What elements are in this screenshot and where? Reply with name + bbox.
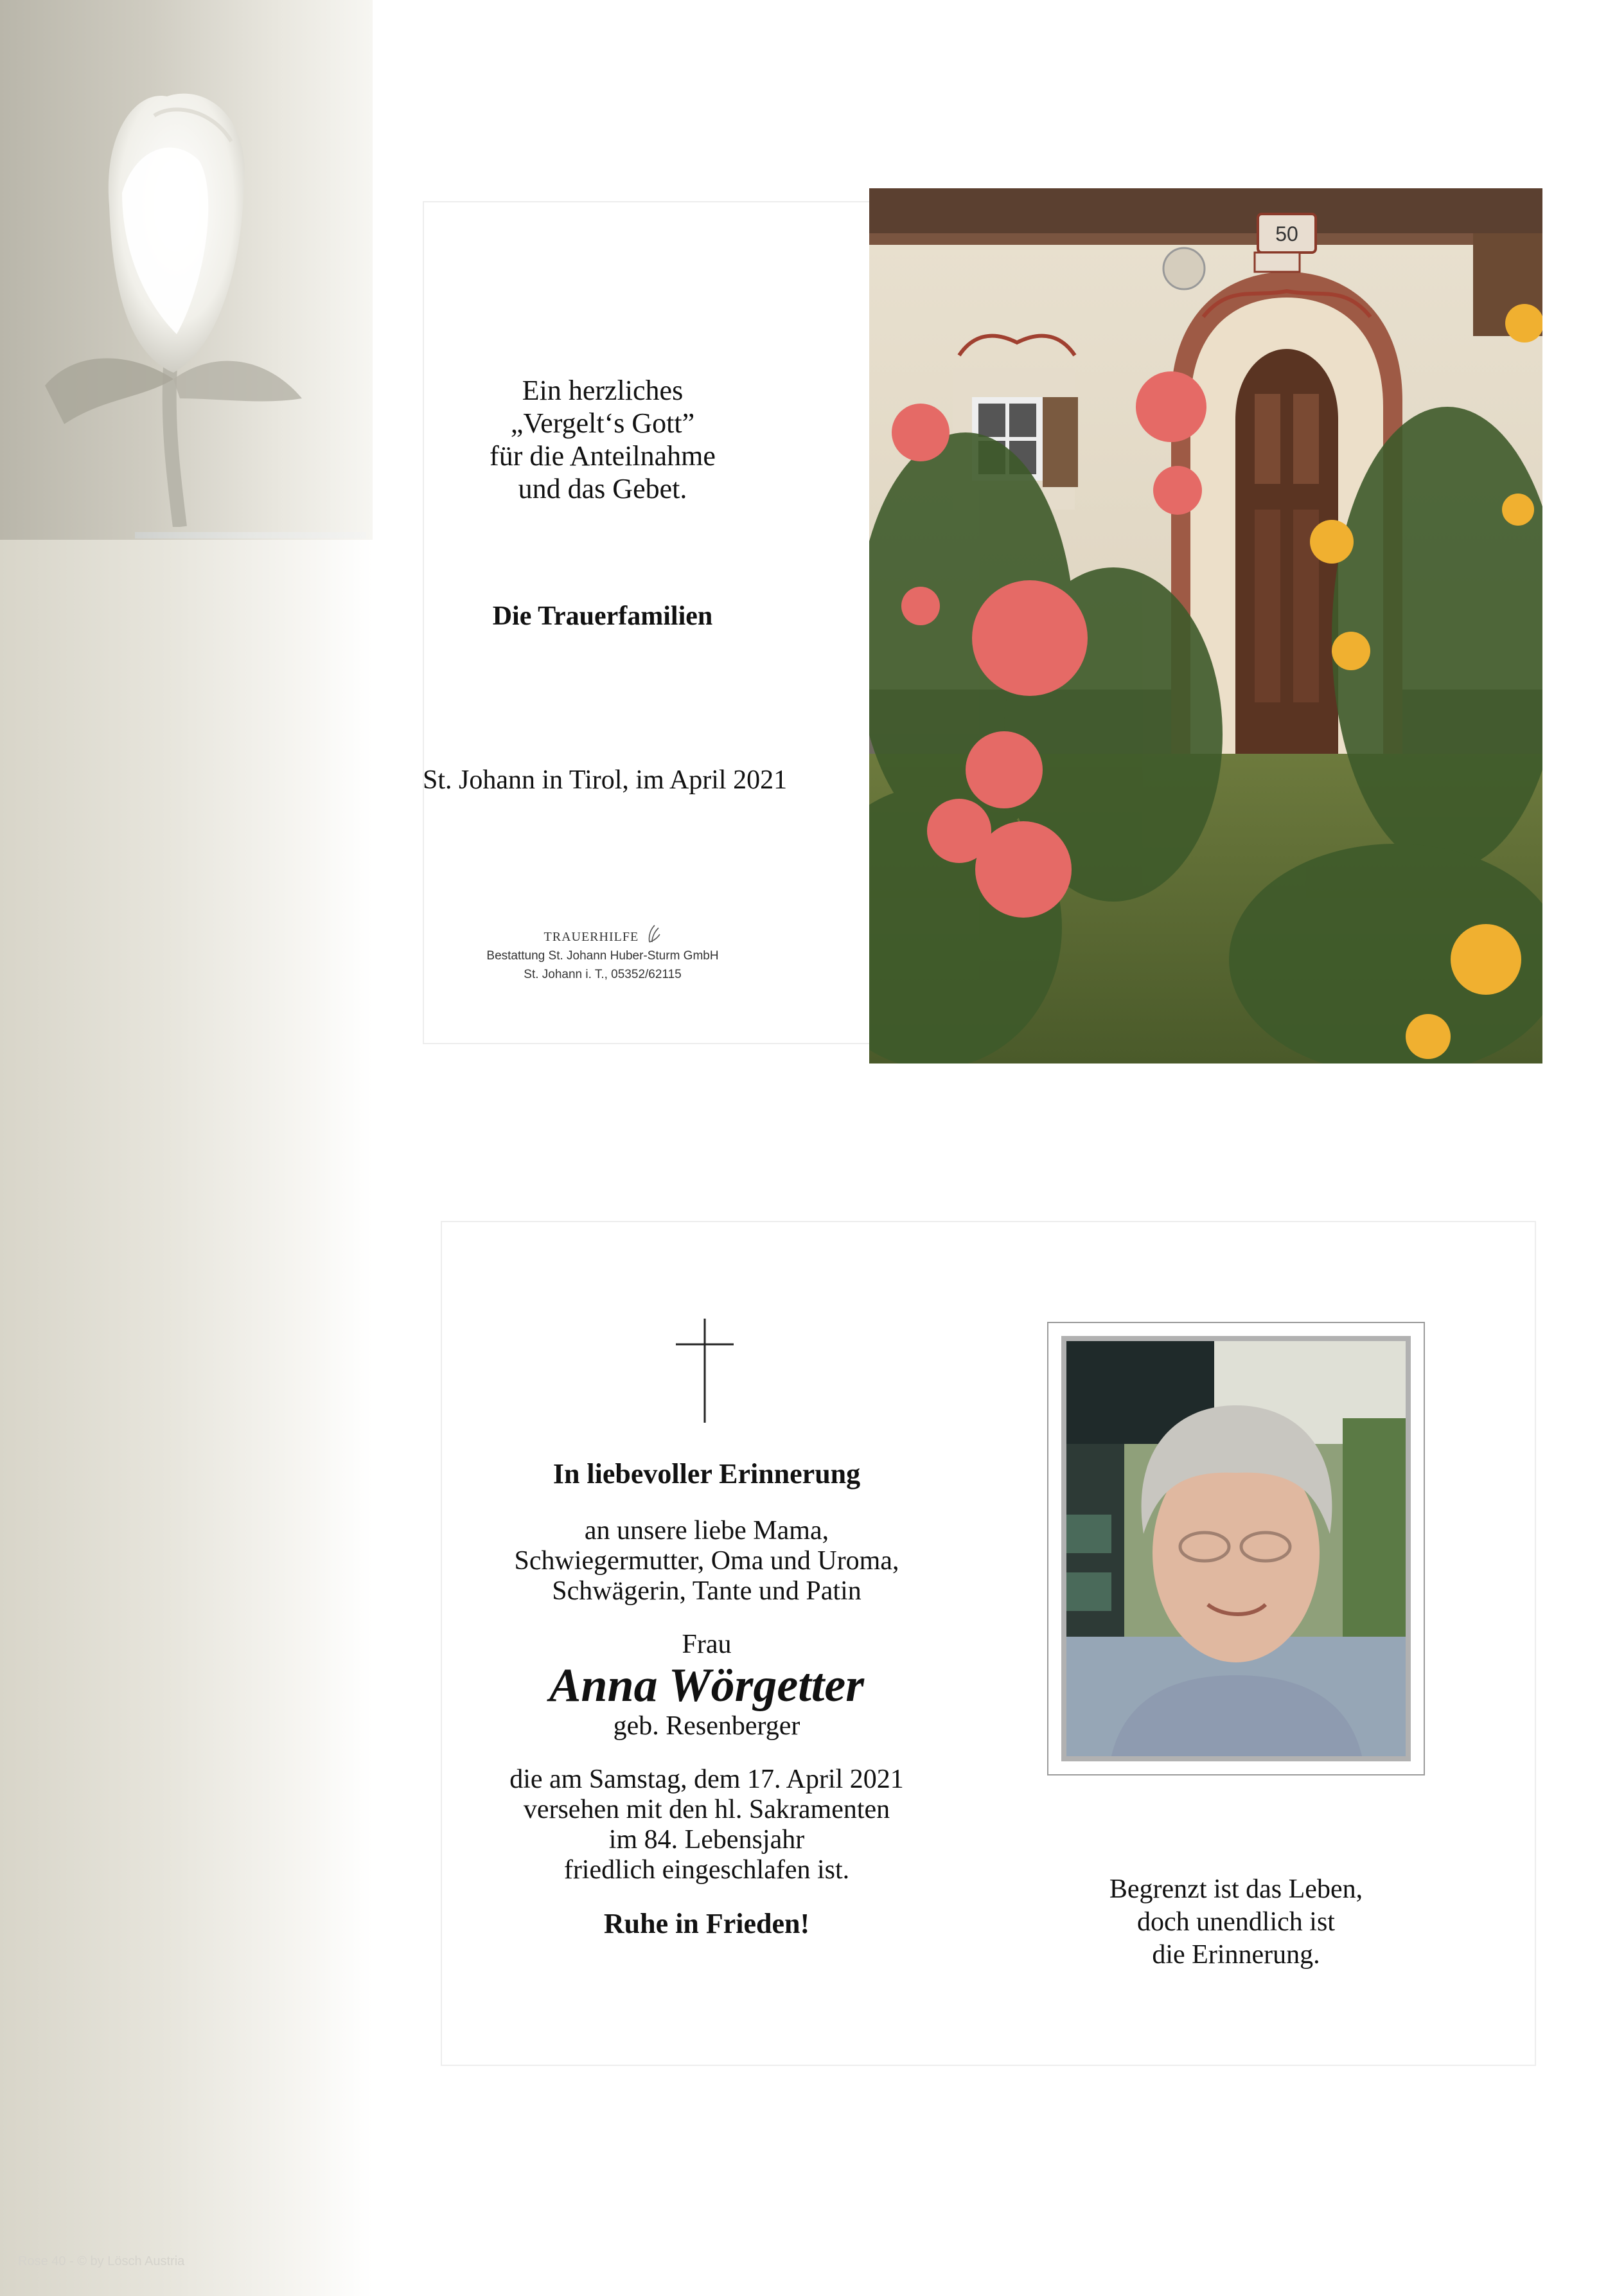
decorative-band — [135, 532, 366, 538]
death-line: die am Samstag, dem 17. April 2021 — [509, 1765, 904, 1794]
closing: Ruhe in Frieden! — [603, 1908, 810, 1939]
spacer — [450, 1741, 964, 1765]
dove-icon — [646, 923, 661, 946]
undertaker-info — [423, 923, 782, 984]
memorial-heading: In liebevoller Erinnerung — [552, 1458, 861, 1490]
undertaker-brand-row — [423, 923, 782, 947]
death-line: im 84. Lebensjahr — [608, 1825, 805, 1855]
memorial-quote — [1047, 1873, 1425, 1971]
quote-line: Begrenzt ist das Leben, — [1109, 1874, 1363, 1904]
place-date: St. Johann in Tirol, im April 2021 — [423, 765, 788, 795]
death-line: versehen mit den hl. Sakramenten — [523, 1795, 890, 1824]
title: Frau — [682, 1630, 732, 1659]
portrait-frame — [1047, 1322, 1425, 1775]
undertaker-address: St. Johann i. T., 05352/62115 — [524, 968, 682, 981]
intro-line: an unsere liebe Mama, — [584, 1516, 829, 1545]
thanks-line: Ein herzliches — [522, 375, 684, 406]
quote-line: doch unendlich ist — [1137, 1907, 1335, 1937]
undertaker-company: Bestattung St. Johann Huber-Sturm GmbH — [486, 949, 719, 963]
thanks-line: und das Gebet. — [518, 473, 687, 504]
memorial-text — [450, 1459, 964, 1939]
portrait-photo — [1061, 1336, 1411, 1761]
thanks-line: „Vergelt‘s Gott” — [510, 407, 695, 439]
undertaker-brand: TRAUERHILFE — [543, 930, 639, 944]
spacer — [450, 1606, 964, 1630]
thanks-line: für die Anteilnahme — [490, 440, 716, 472]
signature: Die Trauerfamilien — [492, 601, 713, 631]
copyright-text: Rose 40 - © by Lösch Austria — [18, 2254, 185, 2268]
death-line: friedlich eingeschlafen ist. — [563, 1855, 850, 1885]
quote-line: die Erinnerung. — [1152, 1940, 1320, 1970]
white-rose-image — [26, 77, 321, 527]
intro-line: Schwägerin, Tante und Patin — [552, 1576, 861, 1606]
house-number: 50 — [1275, 222, 1298, 245]
deceased-name: Anna Wörgetter — [549, 1659, 865, 1712]
birth-name: geb. Resenberger — [613, 1711, 800, 1741]
thanks-message — [423, 374, 782, 505]
house-roses-photo — [869, 188, 1542, 1063]
intro-line: Schwiegermutter, Oma und Uroma, — [514, 1546, 899, 1576]
cross-icon — [676, 1319, 734, 1423]
